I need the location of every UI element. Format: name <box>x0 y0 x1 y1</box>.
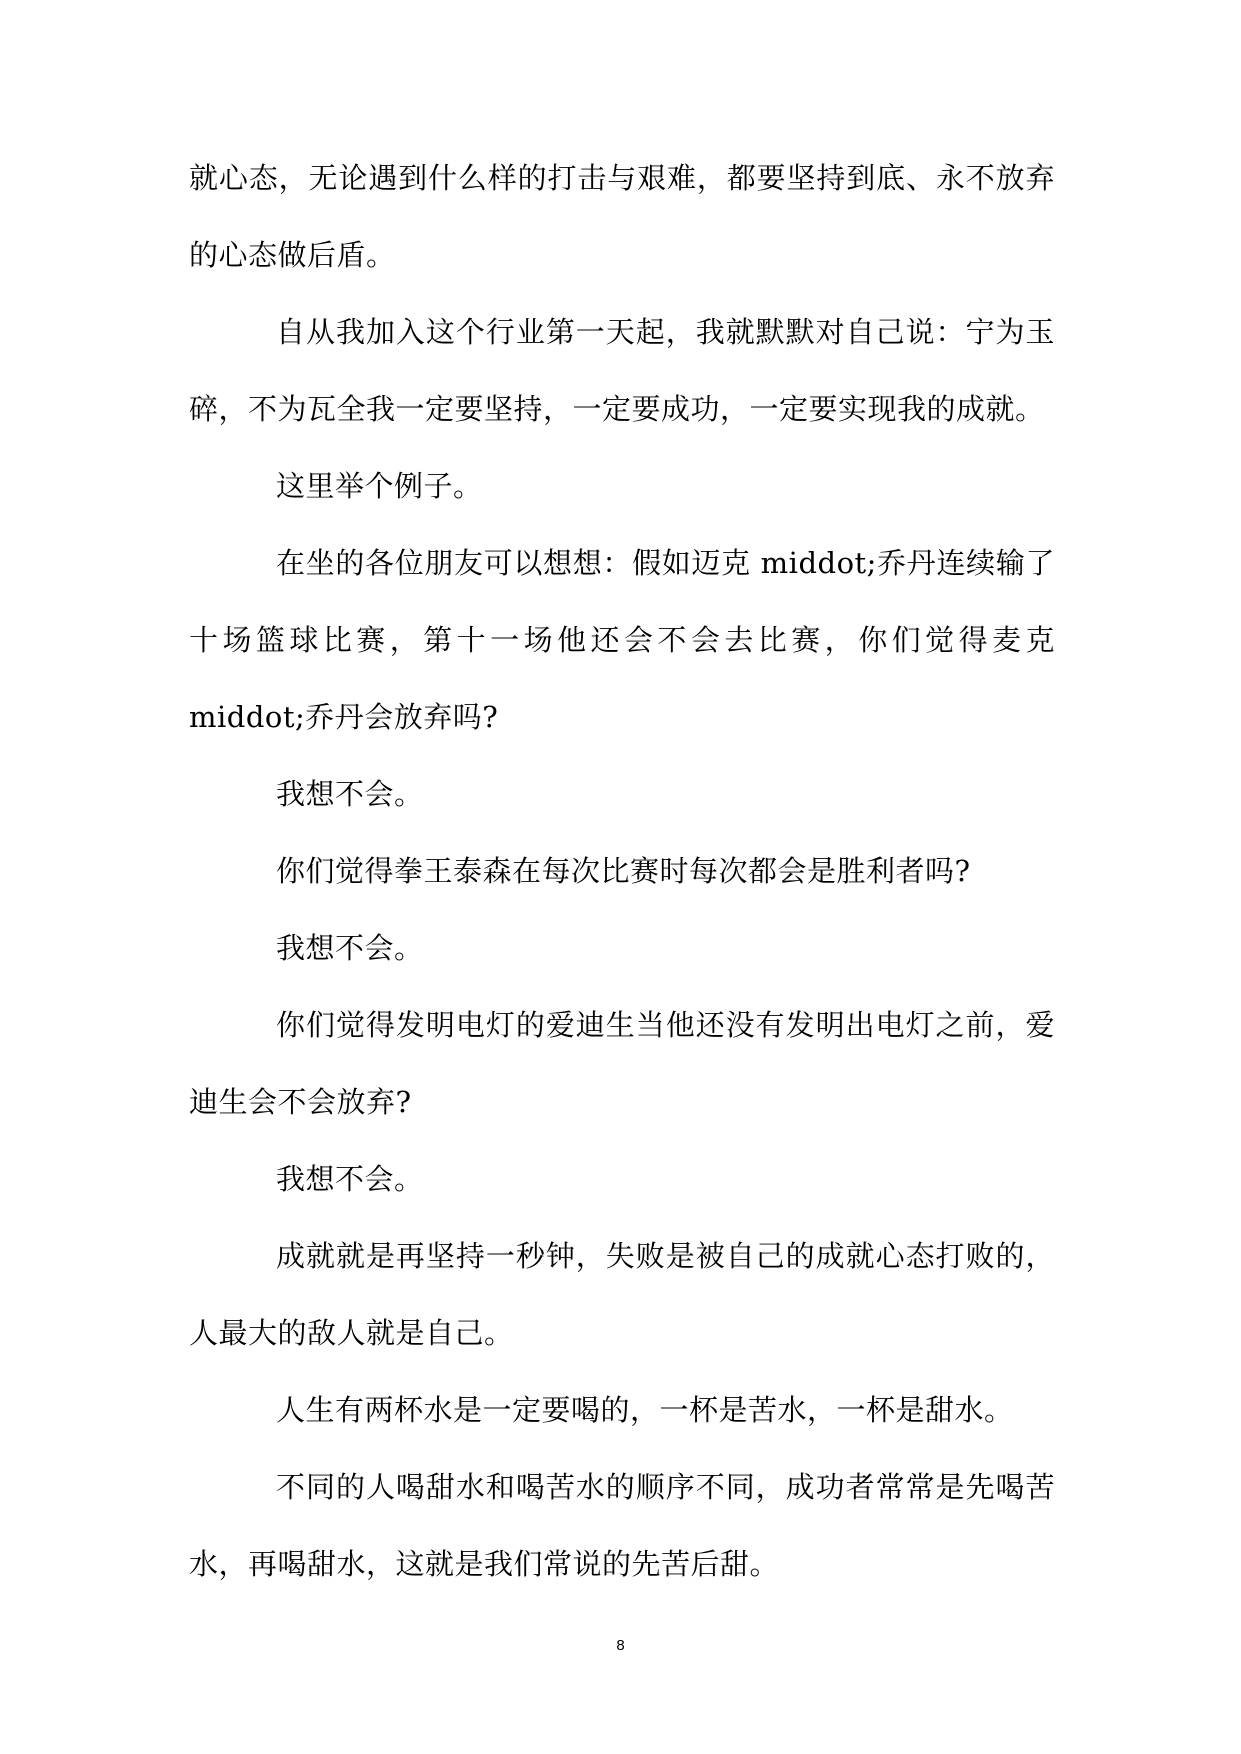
paragraph: 你们觉得拳王泰森在每次比赛时每次都会是胜利者吗? <box>276 854 971 888</box>
paragraph: 我想不会。 <box>276 1162 424 1196</box>
paragraph: 我想不会。 <box>276 777 424 811</box>
body-text <box>189 140 1055 1603</box>
paragraph: 不同的人喝甜水和喝苦水的顺序不同，成功者常常是先喝苦水，再喝甜水，这就是我们常说的先苦后甜。 <box>189 1470 1055 1581</box>
paragraph: 这里举个例子。 <box>276 469 483 503</box>
paragraph: 自从我加入这个行业第一天起，我就默默对自己说：宁为玉碎，不为瓦全我一定要坚持，一定要成功，一定要实现我的成就。 <box>189 315 1055 426</box>
paragraph: 在坐的各位朋友可以想想：假如迈克 middot;乔丹连续输了十场篮球比赛，第十一场他还会不会去比赛，你们觉得麦克 middot;乔丹会放弃吗? <box>189 546 1055 734</box>
paragraph: 就心态，无论遇到什么样的打击与艰难，都要坚持到底、永不放弃的心态做后盾。 <box>189 161 1055 272</box>
paragraph: 我想不会。 <box>276 931 424 965</box>
paragraph: 人生有两杯水是一定要喝的，一杯是苦水，一杯是甜水。 <box>276 1393 1014 1427</box>
page-number: 8 <box>616 1637 625 1654</box>
paragraph: 成就就是再坚持一秒钟，失败是被自己的成就心态打败的，人最大的敌人就是自己。 <box>189 1239 1055 1350</box>
paragraph: 你们觉得发明电灯的爱迪生当他还没有发明出电灯之前，爱迪生会不会放弃? <box>189 1008 1055 1119</box>
